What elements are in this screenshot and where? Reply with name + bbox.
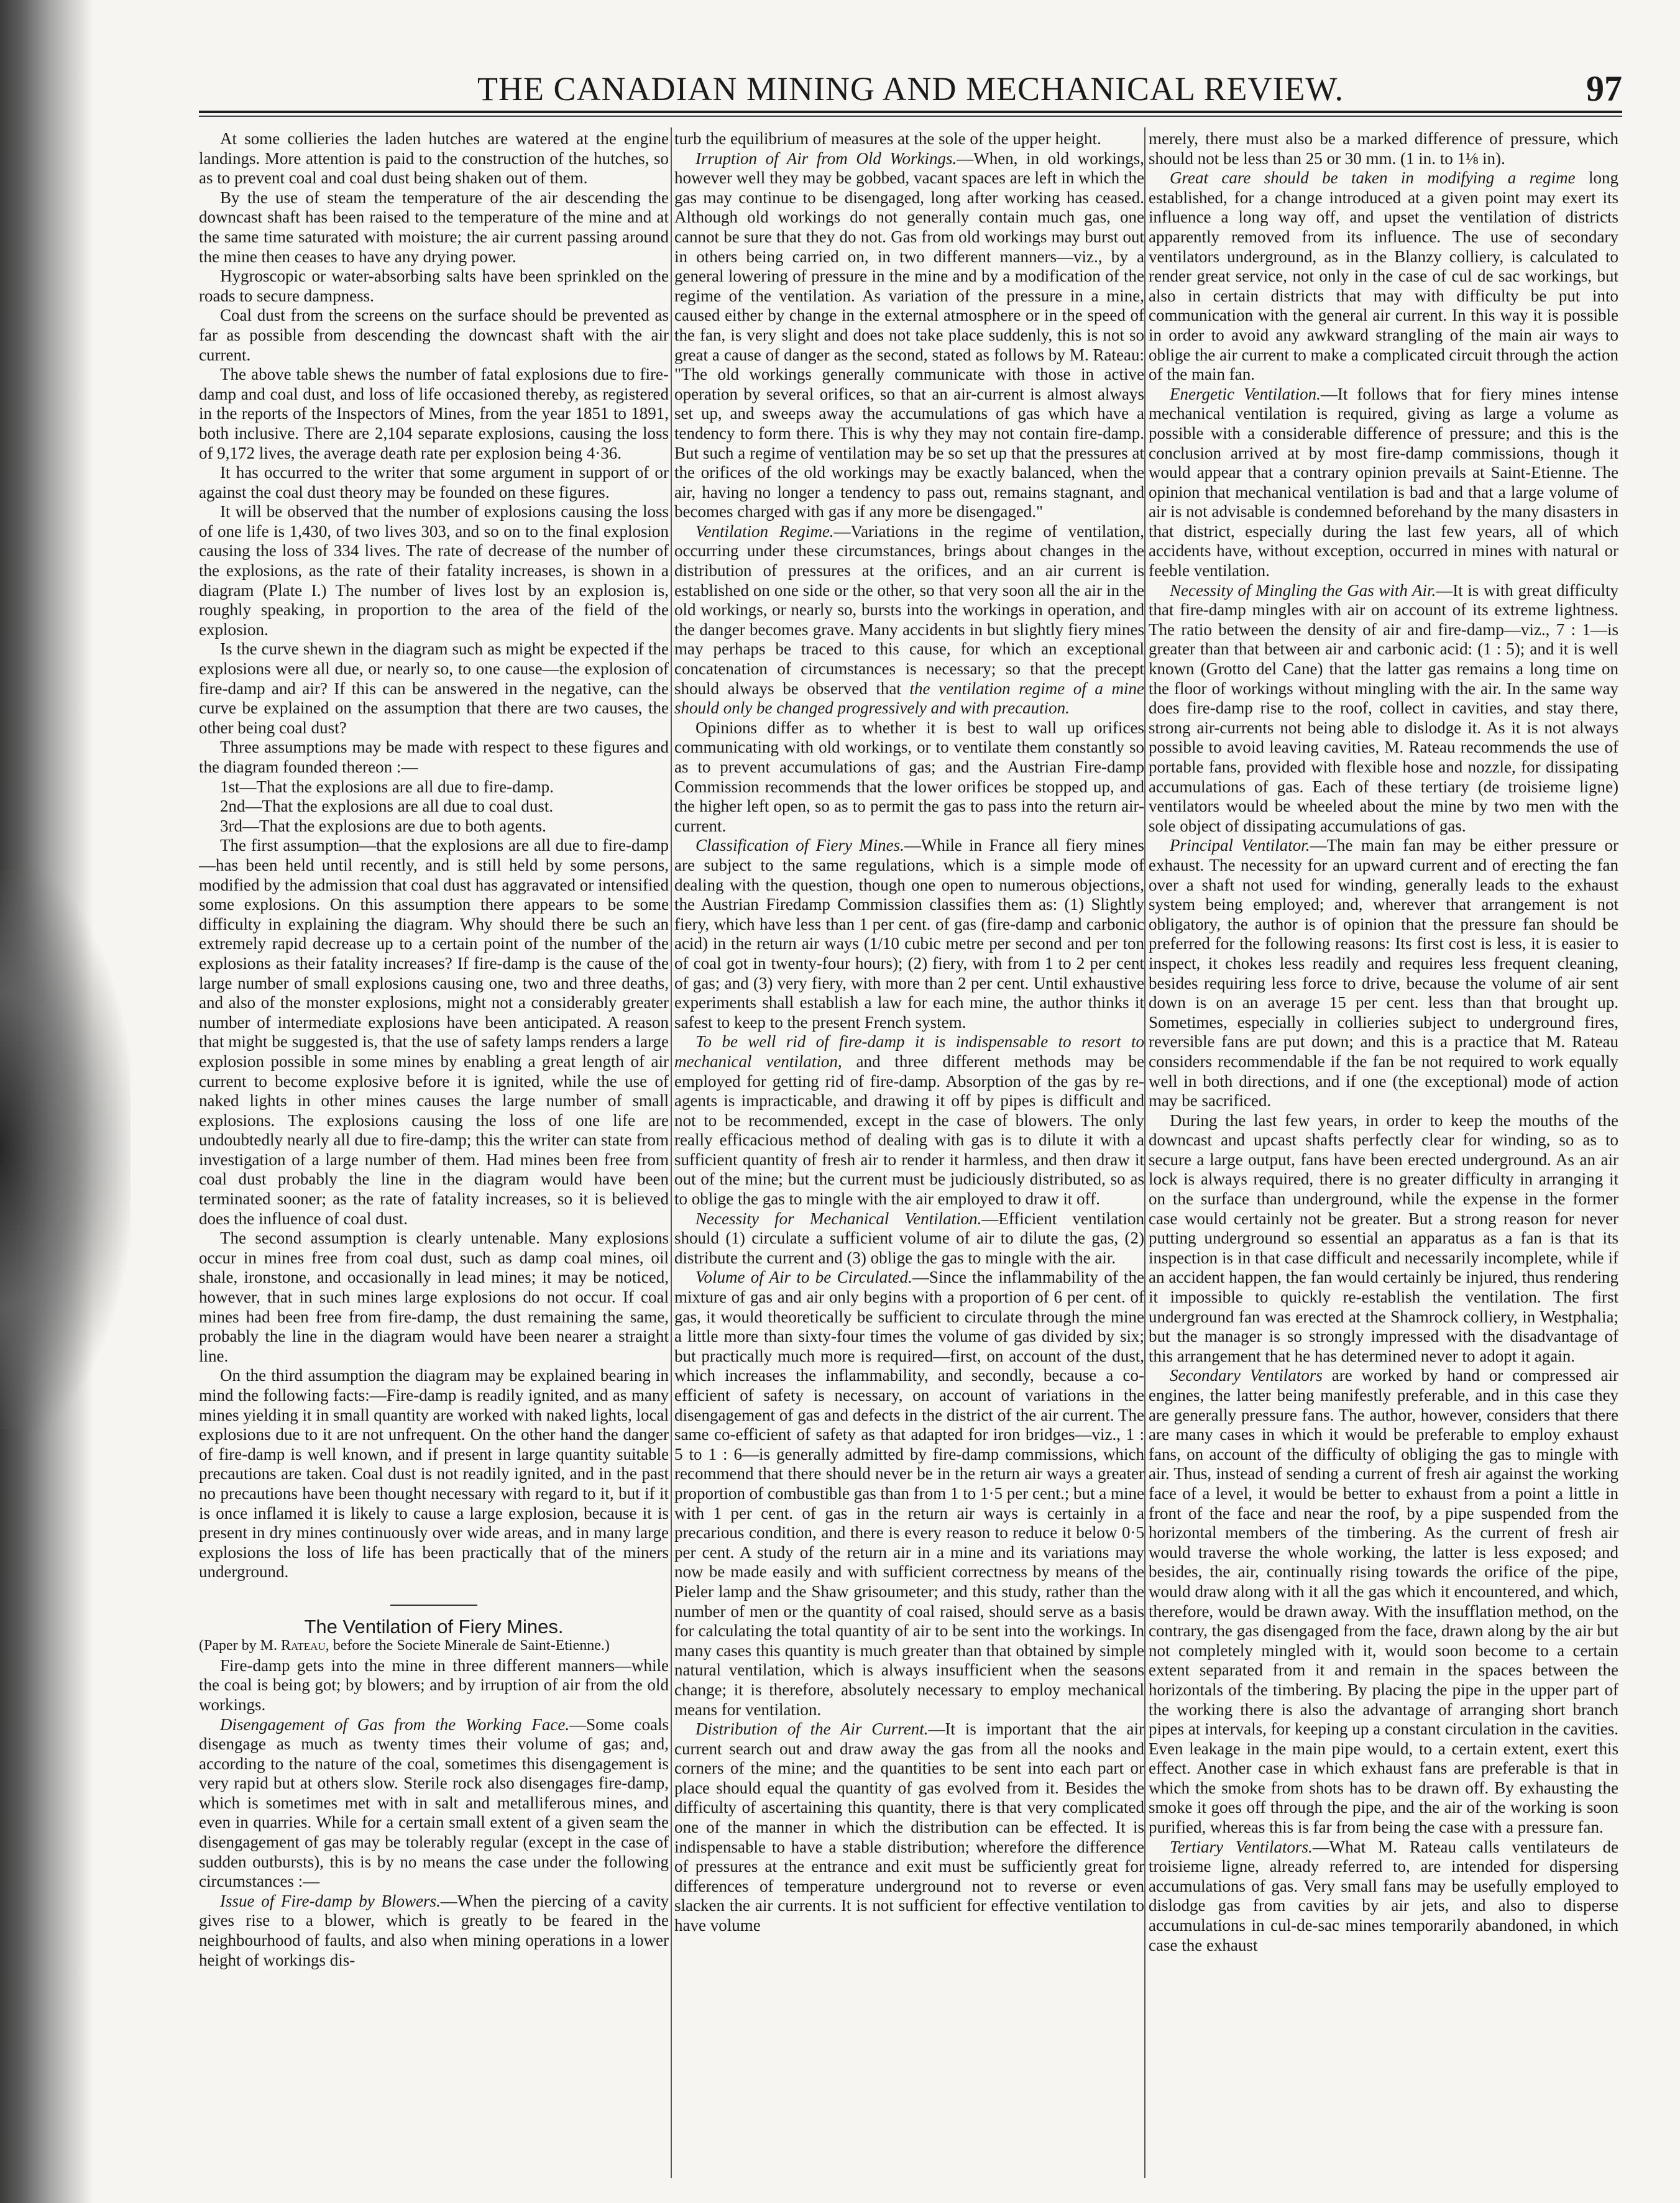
paragraph	[199, 1715, 669, 1892]
subheading: Distribution of the Air Current.	[695, 1720, 929, 1739]
paragraph: Opinions differ as to whether it is best to wall up orifices communicating with old workings, or to ventilate them constantly so as to prevent accumulations of gas; and the Austrian Fire-damp Commission recommends that the lower orifices be stopped up, and the higher left open, so as to permit the gas to pass into the return air-current.	[674, 718, 1144, 835]
page-header	[199, 67, 1622, 117]
paragraph	[1149, 168, 1618, 385]
list-item: 3rd—That the explosions are due to both agents.	[220, 816, 546, 835]
paragraph	[674, 1720, 1144, 1936]
list-item: 1st—That the explosions are all due to fire-damp.	[220, 777, 554, 796]
byline-prefix: (Paper by M.	[199, 1637, 281, 1654]
section-separator	[199, 1591, 669, 1611]
paragraph: Three assumptions may be made with respect to these figures and the diagram founded thereon :—	[199, 738, 669, 776]
paragraph-body: —What M. Rateau calls ventilateurs de troisieme ligne, already referred to, are intended for dispersing accumulations of gas. Very small fans may be usefully employed to dislodge gas from cavities by air jets, and also to disperse accumulations in cul-de-sac mines temporarily abandoned, in which case the exhaust	[1149, 1837, 1618, 1954]
paragraph	[1149, 1366, 1618, 1837]
paragraph	[674, 836, 1144, 1032]
paragraph-body: —It is important that the air current search out and draw away the gas from all the nooks and corners of the mine; and the quantities to be sent into each part or place should equal the quantity of gas evolved from it. Besides the difficulty of ascertaining this quantity, there is that very complicated one of the manner in which the distribution can be effected. It is indispensable to have a stable distribution; wherefore the difference of pressures at the entrance and exit must be sufficiently great for differences of temperature underground not to reverse or even slacken the air currents. It is not sufficient for effective ventilation to have volume	[674, 1720, 1144, 1935]
text-column-3	[1149, 129, 1618, 2180]
subheading: Issue of Fire-damp by Blowers.	[220, 1891, 441, 1910]
text-column-2	[674, 129, 1144, 2180]
subheading: Great care should be taken in modifying a regime	[1170, 168, 1576, 188]
paragraph	[674, 522, 1144, 718]
paragraph-body: —While in France all fiery mines are subject to the same regulations, which is a simple mode of dealing with the question, though one open to numerous objections, the Austrian Firedamp Commission classifies them as: (1) Slightly fiery, which have less than 1 per cent. of gas (fire-damp and carbonic acid) in the return air ways (1/10 cubic metre per second and per ton of coal got in twenty-four hours); (2) fiery, with from 1 to 2 per cent of gas; and (3) very fiery, with more than 2 per cent. Until exhaustive experiments shall establish a law for each mine, the author thinks it safest to keep to the present French system.	[674, 836, 1144, 1032]
header-rule	[199, 111, 1622, 113]
paragraph-body: —Efficient ventilation should (1) circulate a sufficient volume of air to dilute the gas, (2) distribute the current and (3) oblige the gas to mingle with the air.	[674, 1209, 1144, 1267]
paragraph: At some collieries the laden hutches are watered at the engine landings. More attention is paid to the construction of the hutches, so as to prevent coal and coal dust being shaken out of them.	[199, 129, 669, 188]
subheading: Energetic Ventilation.	[1170, 384, 1321, 403]
paragraph	[1149, 836, 1618, 1111]
paragraph-body: —Some coals disengage as much as twenty times their volume of gas; and, according to the nature of the coal, sometimes this disengagement is very rapid but at others slow. Sterile rock also disengages fire-damp, which is sometimes met with in salt and metalliferous mines, and even in quarries. While for a certain small extent of a given seam the disengagement of gas may be tolerably regular (except in the case of sudden outbursts), this is by no means the case under the following circumstances :—	[199, 1715, 669, 1891]
subheading: Tertiary Ventilators.	[1170, 1837, 1313, 1856]
paragraph: By the use of steam the temperature of the air descending the downcast shaft has been raised to the temperature of the mine and at the same time saturated with moisture; the air current passing around the mine then ceases to have any drying power.	[199, 188, 669, 266]
paragraph: The second assumption is clearly untenable. Many explosions occur in mines free from coal dust, such as damp coal mines, oil shale, ironstone, and occasionally in lead mines; it may be noticed, however, that in such mines large explosions do not occur. If coal mines had been free from fire-damp, the dust remaining the same, probably the line in the diagram would have been nearer a straight line.	[199, 1229, 669, 1365]
paragraph-body: —Variations in the regime of ventilation, occurring under these circumstances, brings about changes in the distribution of pressures at the orifices, and an air current is established on one side or the other, so that very soon all the air in the old workings, or nearly so, bursts into the workings in operation, and the danger becomes grave. Many accidents in but slightly fiery mines may perhaps be traced to this cause, for which an exceptional concatenation of circumstances is necessary; so that the precept should always be observed that	[674, 521, 1144, 698]
subheading: To be well rid of fire-damp it is indispensable to resort to mechanical ventilation,	[674, 1032, 1144, 1071]
paragraph	[1149, 385, 1618, 581]
paragraph-body: —Since the inflammability of the mixture of gas and air only begins with a proportion of 6 per cent. of gas, it would theoretically be sufficient to circulate through the mine a little more than sixty-four times the volume of gas divided by six; but practically much more is required—first, on account of the dust, which increases the inflammability, and secondly, because a co-efficient of safety is necessary, on account of variations in the disengagement of gas and defects in the district of the air current. The same co-efficient of safety as that adapted for iron bridges—viz., 1 : 5 to 1 : 6—is generally admitted by fire-damp commissions, which recommend that there should never be in the return air ways a greater proportion of combustible gas than from 1 to 1·5 per cent.; but a mine with 1 per cent. of gas in the return air ways is certainly in a precarious condition, and there is every reason to reduce it below 0·5 per cent. A study of the return air in a mine and its variations may now be made easily and with sufficient correctness by means of the Pieler lamp and the Shaw grisoumeter; and this study, rather than the number of men or the quantity of coal raised, should serve as a basis for calculating the total quantity of air to be sent into the workings. In many cases this quantity is much greater than that obtained by simple natural ventilation, which is always insufficient when the seasons change; it is therefore, absolutely necessary to employ mechanical means for ventilation.	[674, 1268, 1144, 1719]
paragraph: The above table shews the number of fatal explosions due to fire-damp and coal dust, and loss of life occasioned thereby, as registered in the reports of the Inspectors of Mines, from the year 1851 to 1891, both inclusive. There are 2,104 separate explosions, causing the loss of 9,172 lives, the average death rate per explosion being 4·36.	[199, 365, 669, 462]
subheading: Volume of Air to be Circulated.	[695, 1268, 912, 1287]
paragraph	[1149, 581, 1618, 836]
paragraph-body: are worked by hand or compressed air engines, the latter being manifestly preferable, and in this case they are generally pressure fans. The author, however, considers that there are many cases in which it would be preferable to employ exhaust fans, on account of the difficulty of obliging the gas to mingle with air. Thus, instead of sending a current of fresh air against the working face of a level, it would be better to exhaust from a point a little in front of the face and near the roof, by a pipe suspended from the horizontal members of the timbering. As the current of fresh air would traverse the whole working, the latter is less exposed; and besides, the air, continually rising towards the orifice of the pipe, would draw along with it all the gas which it encountered, and which, therefore, would be drawn away. With the insufflation method, on the contrary, the gas disengaged from the face, drawn along by the air but not completely mingled with it, would soon become to a certain extent separated from it and remain in the spaces between the horizontals of the timbering. By placing the pipe in the upper part of the working there is also the advantage of arranging short branch pipes at intervals, for keeping up a constant circulation in the cavities. Even leakage in the main pipe would, to a certain extent, exert this effect. Another case in which exhaust fans are preferable is that in which the smoke from shots has to be drawn off. By exhausting the smoke it goes off through the pipe, and the air of the working is soon purified, whereas this is far from being the case with a pressure fan.	[1149, 1366, 1618, 1837]
subheading: Irruption of Air from Old Workings.	[695, 149, 957, 168]
paragraph-body: —The main fan may be either pressure or exhaust. The necessity for an upward current and of erecting the fan over a shaft not used for winding, generally leads to the exhaust system being employed; and, wherever that arrangement is not obligatory, the author is of opinion that the pressure fan should be preferred for the following reasons: Its first cost is less, it is easier to inspect, it chokes less readily and requires less frequent cleaning, besides requiring less force to drive, because the volume of air sent down is on an average 15 per cent. less than that brought up. Sometimes, especially in collieries subject to underground fires, reversible fans are put down; and this is a practice that M. Rateau considers recommendable if the fan be not required to work equally well in both directions, and if one (the exceptional) mode of action may be sacrificed.	[1149, 836, 1618, 1111]
paragraph: During the last few years, in order to keep the mouths of the downcast and upcast shafts perfectly clear for winding, so as to secure a large output, fans have been erected underground. As an air lock is always required, there is no greater difficulty in arranging it on the surface than underground, while the expense in the former case would certainly not be greater. But a strong reason for never putting underground so essential an apparatus as a fan is that its inspection is in that case difficult and necessarily incomplete, while if an accident happen, the fan would certainly be injured, thus rendering it impossible to quickly re-establish the ventilation. The first underground fan was erected at the Shamrock colliery, in Westphalia; but the manager is so strongly impressed with the disadvantage of this arrangement that he has determined never to adopt it again.	[1149, 1111, 1618, 1365]
paragraph-body: and three different methods may be employed for getting rid of fire-damp. Absorption of the gas by re-agents is impracticable, and drawing it off by pipes is difficult and not to be recommended, except in the case of blowers. The only really efficacious method of dealing with gas is to dilute it with a sufficient quantity of fresh air to render it harmless, and then draw it out of the mine; but the current must be judiciously distributed, so as to oblige the gas to mingle with the air employed to draw it off.	[674, 1051, 1144, 1209]
paragraph: It will be observed that the number of explosions causing the loss of one life is 1,430, of two lives 303, and so on to the final explosion causing the loss of 334 lives. The rate of decrease of the number of the explosions, as the rate of their fatality increases, is shown in a diagram (Plate I.) The number of lives lost by an explosion is, roughly speaking, in proportion to the area of the field of the explosion.	[199, 502, 669, 639]
paragraph: turb the equilibrium of measures at the sole of the upper height.	[674, 129, 1101, 148]
journal-title: THE CANADIAN MINING AND MECHANICAL REVIEW.	[477, 70, 1344, 108]
subheading: Secondary Ventilators	[1170, 1366, 1323, 1385]
subheading: Principal Ventilator.	[1170, 836, 1310, 855]
paragraph: Fire-damp gets into the mine in three different manners—while the coal is being got; by blowers; and by irruption of air from the old workings.	[199, 1656, 669, 1714]
paragraph: Coal dust from the screens on the surface should be prevented as far as possible from descending the downcast shaft with the air current.	[199, 306, 669, 364]
column-divider	[1144, 127, 1145, 2178]
article-byline	[199, 1636, 669, 1656]
subheading: Ventilation Regime.	[695, 521, 834, 541]
paragraph	[199, 1892, 669, 1970]
paragraph: Hygroscopic or water-absorbing salts have been sprinkled on the roads to secure dampness.	[199, 267, 669, 305]
paragraph	[674, 1268, 1144, 1720]
paragraph	[1149, 1838, 1618, 1956]
paragraph	[674, 1032, 1144, 1209]
paragraph	[674, 149, 1144, 522]
paragraph: The first assumption—that the explosions are all due to fire-damp—has been held until recently, and is still held by some persons, modified by the admission that coal dust has aggravated or intensified some explosions. On this assumption there appears to be some difficulty in explaining the diagram. Why should there be such an extremely rapid decrease up to a certain point of the number of the explosions as their fatality increases? If fire-damp is the cause of the large number of small explosions causing one, two and three deaths, and also of the monster explosions, might not a considerably greater number of intermediate explosions have been anticipated. A reason that might be suggested is, that the use of safety lamps renders a large explosion possible in some mines by enabling a great length of air current to become explosive before it is ignited, while the use of naked lights in other mines causes the large number of small explosions. The explosions causing the loss of one life are undoubtedly nearly all due to fire-damp; this the writer can state from investigation of a large number of them. Had mines been free from coal dust probably the line in the diagram would have been terminated sooner; as the rate of fatality increases, so it is believed does the influence of coal dust.	[199, 836, 669, 1228]
paragraph: On the third assumption the diagram may be explained bearing in mind the following facts:—Fire-damp is readily ignited, and as many mines yielding it in small quantity are worked with naked lights, local explosions due to it are not unfrequent. On the other hand the danger of fire-damp is well known, and if present in large quantity suitable precautions are taken. Coal dust is not readily ignited, and in the past no precautions have been thought necessary with regard to it, but if it is once inflamed it is likely to cause a large explosion, because it is present in dry mines continuously over wide areas, and in many large explosions the loss of life has been practically that of the miners underground.	[199, 1366, 669, 1582]
text-column-1	[199, 129, 669, 2180]
subheading: Classification of Fiery Mines.	[695, 836, 904, 855]
paragraph: Is the curve shewn in the diagram such as might be expected if the explosions were all due, or nearly so, to one cause—the explosion of fire-damp and air? If this can be answered in the negative, can the curve be explained on the assumption that there are two causes, the other being coal dust?	[199, 639, 669, 737]
binding-shadow-dark	[0, 870, 131, 1429]
paragraph	[674, 1209, 1144, 1268]
author-name: Rateau	[280, 1637, 326, 1654]
list-item: 2nd—That the explosions are all due to coal dust.	[220, 797, 554, 816]
paragraph: It has occurred to the writer that some argument in support of or against the coal dust theory may be founded on these figures.	[199, 463, 669, 502]
paragraph: merely, there must also be a marked difference of pressure, which should not be less than 25 or 30 mm. (1 in. to 1⅛ in).	[1149, 129, 1618, 168]
column-divider	[671, 127, 672, 2178]
subheading: Necessity for Mechanical Ventilation.	[695, 1209, 982, 1228]
paragraph-body: long established, for a change introduced at a given point may exert its influence a long way off, and upset the ventilation of districts apparently removed from its influence. The use of secondary ventilators underground, as in the Blanzy colliery, is calculated to render great service, not only in the case of cul de sac workings, but also in certain districts that may with difficulty be put into communication with the general air current. In this way it is possible in order to avoid any awkward strangling of the main air ways to oblige the air current to make a complicated circuit through the action of the main fan.	[1149, 168, 1618, 384]
subheading: Disengagement of Gas from the Working Face.	[220, 1715, 570, 1734]
paragraph-body: —It is with great difficulty that fire-damp mingles with air on account of its extreme lightness. The ratio between the density of air and fire-damp—viz., 7 : 1—is greater than that between air and carbonic acid: (1 : 5); and it is well known (Grotto del Cane) that the latter gas remains a long time on the floor of workings without mingling with the air. In the same way does fire-damp rise to the roof, collect in cavities, and stay there, strong air-currents not being able to dislodge it. As it is not always possible to avoid leaving cavities, M. Rateau recommends the use of portable fans, provided with flexible hose and nozzle, for dissipating accumulations of gas. Each of these tertiary (de troisieme ligne) ventilators would be wheeled about the mine by two men with the sole object of dissipating accumulations of gas.	[1149, 580, 1618, 835]
emphasis: the ventilation regime of a mine should only be changed progressively and with precaution.	[674, 679, 1144, 718]
page-number: 97	[1586, 68, 1622, 109]
article-heading: The Ventilation of Fiery Mines.	[304, 1615, 564, 1637]
paragraph-body: —When, in old workings, however well they may be gobbed, vacant spaces are left in which the gas may continue to be disengaged, long after working has ceased. Although old workings do not generally contain much gas, one cannot be sure that they do not. Gas from old workings may burst out in others being carried on, in two different manners—viz., by a general lowering of pressure in the mine and by a modification of the regime of the ventilation. As variation of the pressure in a mine, caused either by change in the external atmosphere or in the speed of the fan, is very slight and does not take place suddenly, this is not so great a cause of danger as the second, stated as follows by M. Rateau: "The old workings generally communicate with those in active operation by several orifices, so that an air-current is almost always set up, and sweeps away the accumulations of gas which have a tendency to form there. This is why they may not contain fire-damp. But such a regime of ventilation may be so set up that the pressures at the orifices of the old workings may be exactly balanced, when the air, having no longer a tendency to pass out, remains stagnant, and becomes charged with gas if any more be disengaged."	[674, 149, 1144, 521]
paragraph-body: —When the piercing of a cavity gives rise to a blower, which is greatly to be feared in the neighbourhood of faults, and also when mining operations in a lower height of workings dis-	[199, 1891, 669, 1969]
header-rule-thin	[199, 116, 1622, 117]
byline-suffix: , before the Societe Minerale de Saint-Etienne.)	[325, 1637, 610, 1654]
subheading: Necessity of Mingling the Gas with Air.	[1170, 580, 1436, 600]
paragraph-body: —It follows that for fiery mines intense mechanical ventilation is required, giving as large a volume as possible with a considerable difference of pressure; and this is the conclusion arrived at by most fire-damp commissions, though it would appear that a contrary opinion prevails at Saint-Etienne. The opinion that mechanical ventilation is bad and that a large volume of air is not advisable is condemned beforehand by the many disasters in that district, especially during the last few years, all of which accidents have, without exception, occurred in mines with natural or feeble ventilation.	[1149, 384, 1618, 580]
